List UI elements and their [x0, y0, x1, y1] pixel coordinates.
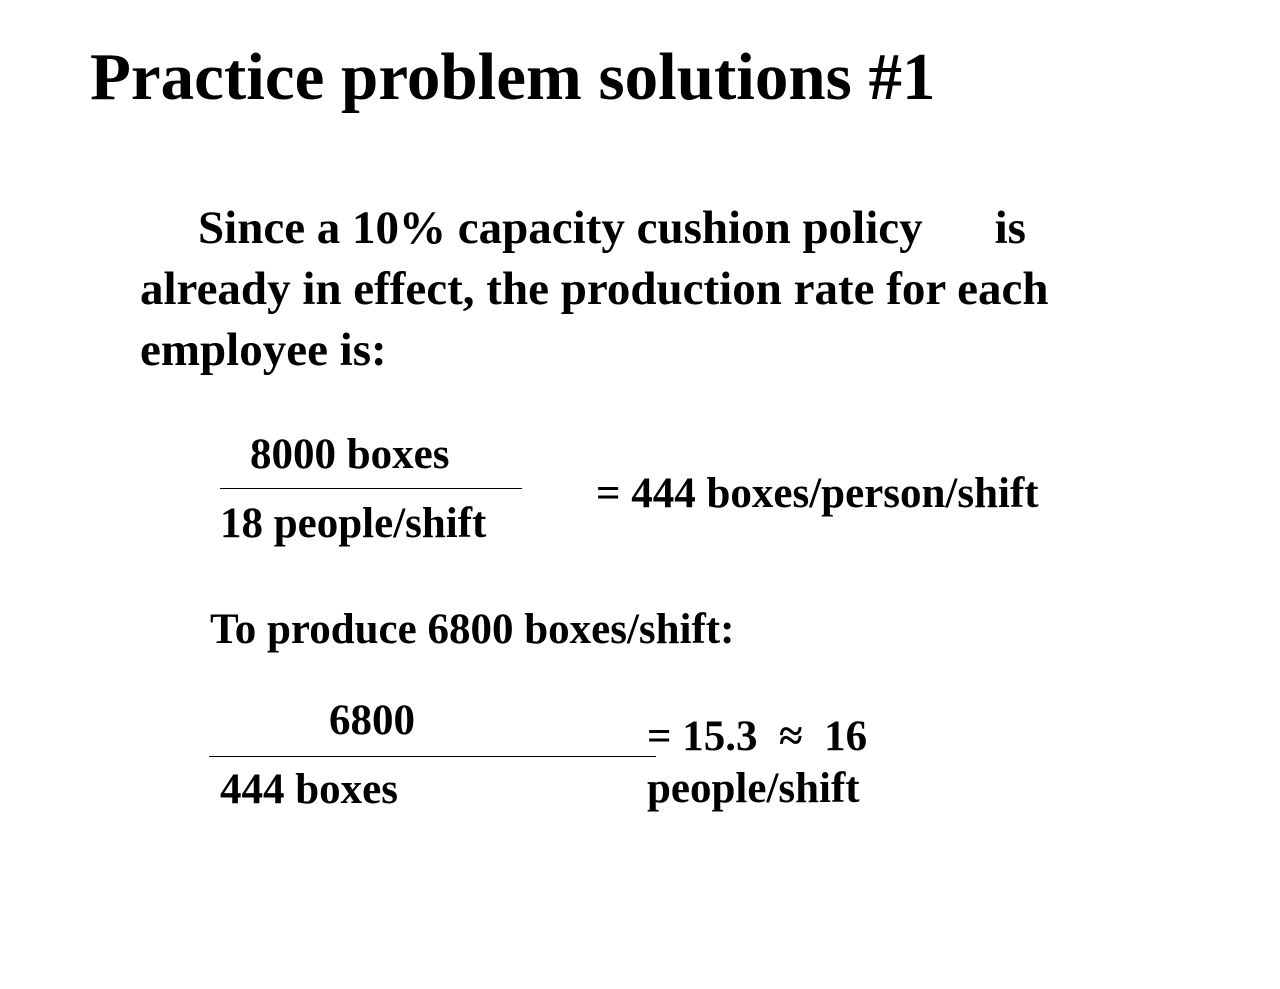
- equation1-result: = 444 boxes/person/shift: [596, 470, 1039, 517]
- fraction2-numerator: 6800: [329, 697, 415, 744]
- fraction1-bar: [220, 488, 522, 489]
- fraction2-denominator: 444 boxes: [220, 766, 398, 813]
- page-title: Practice problem solutions #1: [90, 40, 936, 114]
- paragraph-line-1-text: Since a 10% capacity cushion policy: [198, 202, 923, 254]
- paragraph-line-1-end: is: [994, 202, 1026, 254]
- equation2-result-line2: people/shift: [647, 765, 860, 812]
- paragraph-line-3: employee is:: [140, 324, 387, 376]
- subheading: To produce 6800 boxes/shift:: [210, 606, 735, 653]
- paragraph-line-2: already in effect, the production rate for each: [140, 263, 1049, 315]
- fraction1-denominator: 18 people/shift: [220, 500, 487, 547]
- equation2-result-line1: = 15.3 ≈ 16: [647, 713, 868, 760]
- explanation-paragraph: [140, 198, 1160, 381]
- fraction1-numerator: 8000 boxes: [250, 431, 450, 478]
- fraction2-bar: [209, 756, 656, 757]
- paragraph-line-1: [140, 198, 1160, 259]
